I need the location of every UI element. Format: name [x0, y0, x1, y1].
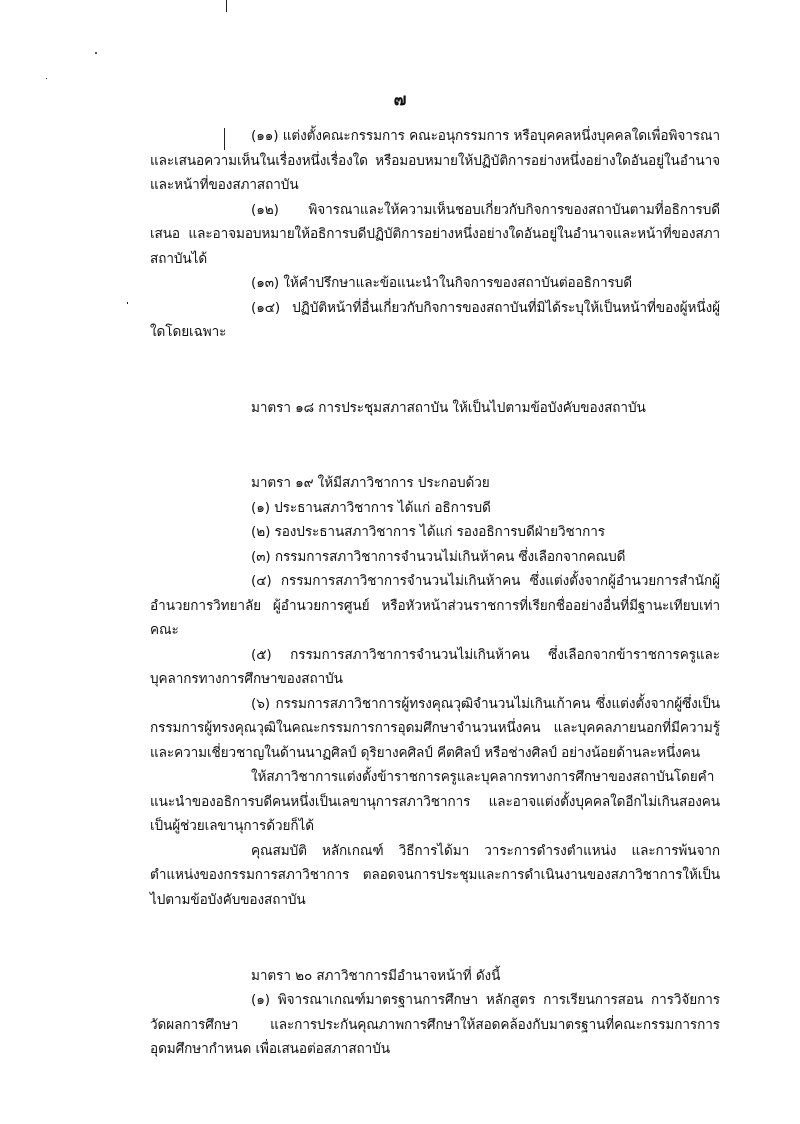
- paragraph: (๑๔) ปฏิบัติหน้าที่อื่นเกี่ยวกับกิจการของสถาบันที่มิได้ระบุให้เป็นหน้าที่ของผู้หนึ่งผู้ใดโดยเฉพาะ: [150, 299, 720, 340]
- section-heading: มาตรา ๑๘ การประชุมสภาสถาบัน ให้เป็นไปตามข้อบังคับของสถาบัน: [251, 399, 646, 416]
- paragraph: (๓) กรรมการสภาวิชาการจำนวนไม่เกินห้าคน ซึ่งเลือกจากคณบดี: [251, 548, 626, 565]
- scan-artifact-dot: [95, 52, 97, 54]
- paragraph: ให้สภาวิชาการแต่งตั้งข้าราชการครูและบุคลากรทางการศึกษาของสถาบันโดยคำแนะนำของอธิการบดีคนหนึ่งเป็นเลขานุการสภาวิชาการ และอาจแต่งตั้งบุคคลใดอีกไม่เกินสองคนเป็นผู้ช่วยเลขานุการด้วยก็ได้: [150, 769, 720, 835]
- document-body: [150, 124, 720, 1062]
- section-gap: [150, 926, 720, 950]
- section-gap: [150, 434, 720, 458]
- scan-artifact-dot: [46, 78, 47, 79]
- scan-artifact-line: [226, 0, 227, 12]
- section-gap: [150, 358, 720, 382]
- paragraph: (๖) กรรมการสภาวิชาการผู้ทรงคุณวุฒิจำนวนไม่เกินเก้าคน ซึ่งแต่งตั้งจากผู้ซึ่งเป็นกรรมการผู้ทรงคุณวุฒิในคณะกรรมการการอุดมศึกษาจำนวนหนึ่งคน และบุคคลภายนอกที่มีความรู้และความเชี่ยวชาญในด้านนาฏศิลป์ ดุริยางคศิลป์ คีตศิลป์ หรือช่างศิลป์ อย่างน้อยด้านละหนึ่งคน: [150, 695, 720, 761]
- paragraph: คุณสมบัติ หลักเกณฑ์ วิธีการได้มา วาระการดำรงตำแหน่ง และการพ้นจากตำแหน่งของกรรมการสภาวิชาการ ตลอดจนการประชุมและการดำเนินงานของสภาวิชาการให้เป็นไปตามข้อบังคับของสถาบัน: [150, 842, 720, 908]
- paragraph: (๒) รองประธานสภาวิชาการ ได้แก่ รองอธิการบดีฝ่ายวิชาการ: [251, 524, 606, 541]
- paragraph: (๑๒) พิจารณาและให้ความเห็นชอบเกี่ยวกับกิจการของสถาบันตามที่อธิการบดีเสนอ และอาจมอบหมายให้อธิการบดีปฏิบัติการอย่างหนึ่งอย่างใดอันอยู่ในอำนาจและหน้าที่ของสภาสถาบันได้: [150, 201, 720, 267]
- paragraph: (๕) กรรมการสภาวิชาการจำนวนไม่เกินห้าคน ซึ่งเลือกจากข้าราชการครูและบุคลากรทางการศึกษาของสถาบัน: [150, 646, 720, 688]
- paragraph: (๑) พิจารณาเกณฑ์มาตรฐานการศึกษา หลักสูตร การเรียนการสอน การวิจัยการวัดผลการศึกษา และการประกันคุณภาพการศึกษาให้สอดคล้องกับมาตรฐานที่คณะกรรมการการอุดมศึกษากำหนด เพื่อเสนอต่อสภาสถาบัน: [150, 992, 720, 1058]
- section-heading: มาตรา ๑๙ ให้มีสภาวิชาการ ประกอบด้วย: [251, 475, 490, 492]
- paragraph: (๑) ประธานสภาวิชาการ ได้แก่ อธิการบดี: [251, 499, 491, 516]
- page-number: ๗: [393, 90, 407, 110]
- paragraph: (๔) กรรมการสภาวิชาการจำนวนไม่เกินห้าคน ซึ่งแต่งตั้งจากผู้อำนวยการสำนักผู้อำนวยการวิทยาลัย ผู้อำนวยการศูนย์ หรือหัวหน้าส่วนราชการที่เรียกชื่ออย่างอื่นที่มีฐานะเทียบเท่าคณะ: [150, 573, 720, 639]
- scan-artifact-dot: [127, 302, 128, 304]
- paragraph: (๑๓) ให้คำปรึกษาและข้อแนะนำในกิจการของสถาบันต่ออธิการบดี: [251, 275, 633, 291]
- paragraph: (๑๑) แต่งตั้งคณะกรรมการ คณะอนุกรรมการ หรือบุคคลหนึ่งบุคคลใดเพื่อพิจารณาและเสนอความเห็นในเรื่องหนึ่งเรื่องใด หรือมอบหมายให้ปฏิบัติการอย่างหนึ่งอย่างใดอันอยู่ในอำนาจและหน้าที่ของสภาสถาบัน: [150, 128, 720, 193]
- section-heading: มาตรา ๒๐ สภาวิชาการมีอำนาจหน้าที่ ดังนี้: [251, 967, 501, 984]
